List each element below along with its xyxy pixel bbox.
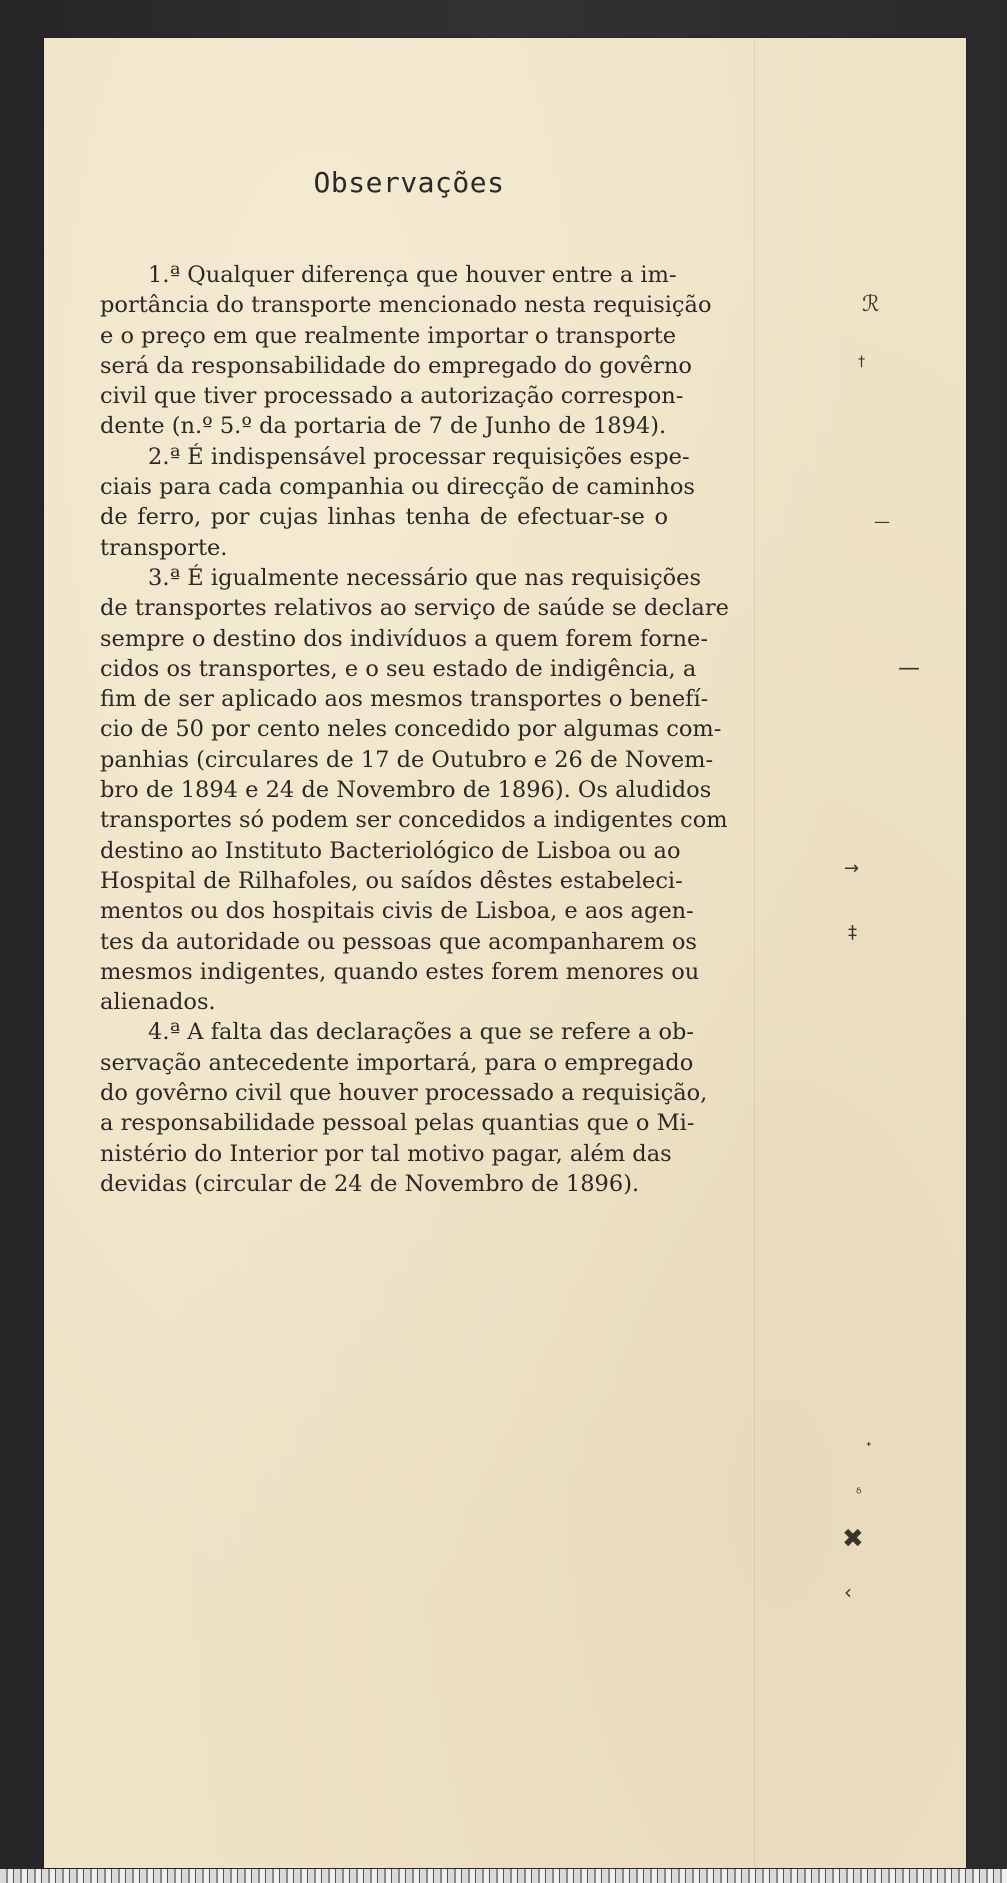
paragraph-3-line: transportes só podem ser concedidos a indigentes com bbox=[100, 807, 728, 834]
paragraph-3-line: fim de ser aplicado aos mesmos transportes o benefí- bbox=[100, 686, 709, 713]
paragraph-2-line: transporte. bbox=[100, 534, 228, 561]
paragraph-4-line: a responsabilidade pessoal pelas quantias que o Mi- bbox=[100, 1110, 695, 1137]
ink-mark: → bbox=[844, 858, 860, 879]
observations-text bbox=[100, 260, 729, 1199]
ink-mark: ᵟ bbox=[856, 1486, 862, 1502]
paragraph-3-line: destino ao Instituto Bacteriológico de Lisboa ou ao bbox=[100, 837, 681, 864]
scan-edge-strip bbox=[0, 1869, 1007, 1883]
ink-mark: — bbox=[874, 512, 890, 531]
paragraph-4-line: servação antecedente importará, para o empregado bbox=[100, 1049, 694, 1076]
document-page bbox=[44, 38, 966, 1868]
ink-mark: ˖ bbox=[866, 1436, 872, 1452]
paragraph-1-line: civil que tiver processado a autorização correspon- bbox=[100, 383, 684, 410]
paragraph-4-line: 4.ª A falta das declarações a que se refere a ob- bbox=[148, 1019, 695, 1046]
paragraph-3-line: cio de 50 por cento neles concedido por algumas com- bbox=[100, 716, 722, 743]
paragraph-3-line: Hospital de Rilhafoles, ou saídos dêstes estabeleci- bbox=[100, 867, 683, 894]
ink-mark: ✖ bbox=[842, 1524, 864, 1554]
paragraph-2-line: 2.ª É indispensável processar requisições espe- bbox=[148, 443, 690, 470]
paragraph-4-line: devidas (circular de 24 de Novembro de 1896). bbox=[100, 1170, 640, 1197]
paragraph-3-line: alienados. bbox=[100, 989, 216, 1016]
paragraph-3-line: tes da autoridade ou pessoas que acompanharem os bbox=[100, 928, 697, 955]
paragraph-3-line: panhias (circulares de 17 de Outubro e 26 de Novem- bbox=[100, 746, 714, 773]
paragraph-3-line: 3.ª É igualmente necessário que nas requisições bbox=[148, 564, 701, 591]
ink-mark: — bbox=[898, 656, 920, 681]
paragraph-4-line: nistério do Interior por tal motivo pagar, além das bbox=[100, 1140, 672, 1167]
ink-mark: ℛ bbox=[862, 292, 880, 317]
paragraph-3-line: cidos os transportes, e o seu estado de indigência, a bbox=[100, 655, 697, 682]
paragraph-2-line: de ferro, por cujas linhas tenha de efectuar-se o bbox=[100, 504, 668, 531]
ink-mark: ‹ bbox=[844, 1580, 852, 1604]
paragraph-3-line: de transportes relativos ao serviço de saúde se declare bbox=[100, 595, 729, 622]
ink-mark: ‡ bbox=[848, 922, 857, 943]
paragraph-1-line: e o preço em que realmente importar o transporte bbox=[100, 322, 677, 349]
paragraph-1-line: será da responsabilidade do empregado do govêrno bbox=[100, 352, 692, 379]
paragraph-1-line: portância do transporte mencionado nesta requisição bbox=[100, 292, 712, 319]
paragraph-3-line: bro de 1894 e 24 de Novembro de 1896). Os aludidos bbox=[100, 777, 712, 804]
paragraph-3-line: sempre o destino dos indivíduos a quem forem forne- bbox=[100, 625, 708, 652]
paragraph-1-line: 1.ª Qualquer diferença que houver entre a im- bbox=[148, 262, 677, 288]
paragraph-4-line: do govêrno civil que houver processado a requisição, bbox=[100, 1080, 708, 1107]
paragraph-3-line: mesmos indigentes, quando estes forem menores ou bbox=[100, 958, 700, 985]
ink-mark: † bbox=[858, 354, 865, 370]
paragraph-2-line: ciais para cada companhia ou direcção de caminhos bbox=[100, 474, 695, 501]
paragraph-3-line: mentos ou dos hospitais civis de Lisboa, e aos agen- bbox=[100, 898, 694, 925]
paragraph-1-line: dente (n.º 5.º da portaria de 7 de Junho de 1894). bbox=[100, 413, 667, 440]
document-title: Observações bbox=[313, 166, 505, 199]
paper-fold-line bbox=[754, 38, 755, 1868]
